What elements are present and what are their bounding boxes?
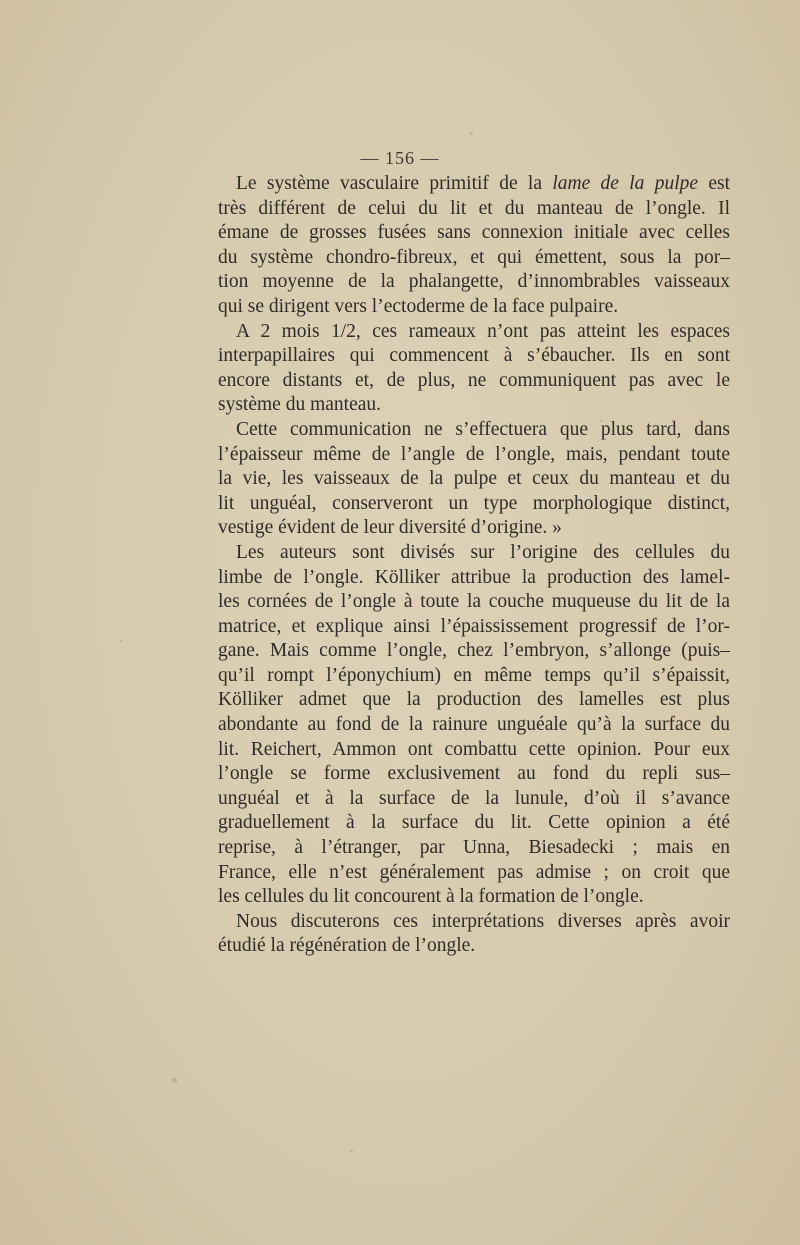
text-line: Les auteurs sont divisés sur l’origine des cellules du bbox=[236, 541, 730, 563]
text-line: gane. Mais comme l’ongle, chez l’embryon, s’allonge (puis– bbox=[218, 640, 730, 662]
text-line: France, elle n’est généralement pas admise ; on croit que bbox=[218, 861, 730, 883]
text-line: système du manteau. bbox=[218, 394, 381, 416]
text-line: les cornées de l’ongle à toute la couche muqueuse du lit de la bbox=[218, 591, 730, 613]
text-line: très différent de celui du lit et du manteau de l’ongle. Il bbox=[218, 197, 730, 219]
text-line: limbe de l’ongle. Kölliker attribue la production des lamel- bbox=[218, 566, 730, 588]
text-line: l’épaisseur même de l’angle de l’ongle, mais, pendant toute bbox=[218, 443, 730, 465]
body-text bbox=[218, 172, 730, 959]
text-line: matrice, et explique ainsi l’épaississement progressif de l’or- bbox=[218, 615, 730, 637]
text-line: encore distants et, de plus, ne communiquent pas avec le bbox=[218, 369, 730, 391]
text-line: qu’il rompt l’éponychium) en même temps qu’il s’épaissit, bbox=[218, 664, 730, 686]
italic-term: lame de la pulpe bbox=[552, 173, 699, 194]
text-line: reprise, à l’étranger, par Unna, Biesadecki ; mais en bbox=[218, 837, 730, 859]
text-line: Cette communication ne s’effectuera que plus tard, dans bbox=[236, 418, 730, 440]
text-line: interpapillaires qui commencent à s’ébaucher. Ils en sont bbox=[218, 345, 730, 367]
text-line: graduellement à la surface du lit. Cette opinion a été bbox=[218, 812, 730, 834]
text-line: étudié la régénération de l’ongle. bbox=[218, 935, 476, 957]
text-line: vestige évident de leur diversité d’origine. » bbox=[218, 517, 562, 539]
text-line: du système chondro-fibreux, et qui émettent, sous la por– bbox=[218, 246, 730, 268]
text-line: Kölliker admet que la production des lamelles est plus bbox=[218, 689, 730, 711]
text-line: unguéal et à la surface de la lunule, d’où il s’avance bbox=[218, 787, 730, 809]
text-line: lit unguéal, conserveront un type morphologique distinct, bbox=[218, 492, 730, 514]
text-line: émane de grosses fusées sans connexion initiale avec celles bbox=[218, 222, 730, 244]
text-line: Le système vasculaire primitif de la lame de la pulpe est bbox=[236, 173, 730, 194]
text-line: l’ongle se forme exclusivement au fond du repli sus– bbox=[218, 763, 730, 785]
text-line: A 2 mois 1/2, ces rameaux n’ont pas atteint les espaces bbox=[236, 320, 730, 342]
text-line: la vie, les vaisseaux de la pulpe et ceux du manteau et du bbox=[218, 468, 730, 490]
text-line: Nous discuterons ces interprétations diverses après avoir bbox=[236, 910, 730, 932]
page-number: — 156 — bbox=[360, 148, 440, 168]
text-line: les cellules du lit concourent à la formation de l’ongle. bbox=[218, 886, 644, 908]
text-line: tion moyenne de la phalangette, d’innombrables vaisseaux bbox=[218, 271, 730, 293]
text-line: lit. Reichert, Ammon ont combattu cette opinion. Pour eux bbox=[218, 738, 730, 760]
text-line: abondante au fond de la rainure unguéale qu’à la surface du bbox=[218, 714, 730, 736]
text-line: qui se dirigent vers l’ectoderme de la face pulpaire. bbox=[218, 295, 619, 317]
